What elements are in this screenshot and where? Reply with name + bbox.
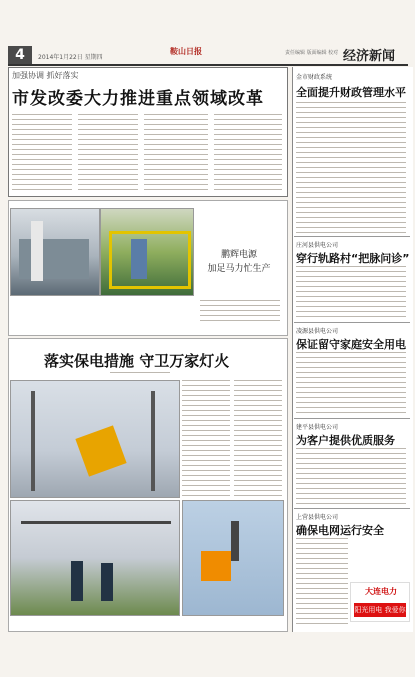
page-number: 4 <box>8 46 32 64</box>
feature-title-line2: 加足马力忙生产 <box>207 264 271 274</box>
masthead: 鞍山日报 <box>170 47 202 56</box>
right-story-3-body <box>296 352 406 414</box>
right-divider-2 <box>294 322 410 323</box>
substation-photo <box>10 500 180 616</box>
main-story-body-col4 <box>214 114 282 190</box>
bucket-truck-photo <box>182 500 284 616</box>
main-story-body-col3 <box>144 114 208 190</box>
right-story-5-body <box>296 538 348 626</box>
main-story-kicker: 加强协调 抓好落实 <box>12 71 79 80</box>
right-divider-1 <box>294 236 410 237</box>
main-story-title: 市发改委大力推进重点领域改革 <box>12 89 264 109</box>
main-story-body-col1 <box>12 114 72 190</box>
right-story-4-body <box>296 448 406 504</box>
right-story-2-body <box>296 266 406 318</box>
power-story-byline <box>110 372 170 376</box>
ad-brand: 大连电力 <box>365 587 397 596</box>
right-divider-4 <box>294 508 410 509</box>
power-story-title: 落实保电措施 守卫万家灯火 <box>44 352 230 370</box>
worker-photo <box>100 208 194 296</box>
ad-slogan: 阳光用电 我爱你 <box>354 603 406 617</box>
right-story-5-title: 确保电网运行安全 <box>296 524 384 537</box>
power-story-body-col2 <box>234 380 282 496</box>
power-story-body-col1 <box>182 380 230 496</box>
right-story-3-title: 保证留守家庭安全用电 <box>296 338 406 351</box>
feature-title <box>196 248 282 276</box>
right-story-1-kicker: 金市财政系统 <box>296 74 333 81</box>
issue-date: 2014年1月22日 星期四 <box>38 54 103 61</box>
power-repair-photo <box>10 380 180 498</box>
right-story-2-title: 穿行轨路村“把脉问诊” <box>296 252 410 265</box>
right-story-4-kicker: 建平县供电公司 <box>296 424 339 431</box>
right-story-1-body <box>296 102 406 234</box>
right-story-3-kicker: 凌源县供电公司 <box>296 328 339 335</box>
right-story-1-title: 全面提升财政管理水平 <box>296 86 406 99</box>
right-story-5-kicker: 上营县供电公司 <box>296 514 339 521</box>
edition-info: 责任编辑 版面编辑 校对 <box>285 50 339 56</box>
right-story-2-kicker: 庄河县供电公司 <box>296 242 339 249</box>
main-story-body-col2 <box>78 114 138 190</box>
factory-photo <box>10 208 100 296</box>
power-ad <box>350 582 410 622</box>
section-name: 经济新闻 <box>343 49 396 64</box>
feature-caption <box>200 300 280 324</box>
right-divider-3 <box>294 418 410 419</box>
right-story-4-title: 为客户提供优质服务 <box>296 434 395 447</box>
feature-title-line1: 鹏辉电源 <box>220 250 257 260</box>
header-rule <box>8 64 408 66</box>
